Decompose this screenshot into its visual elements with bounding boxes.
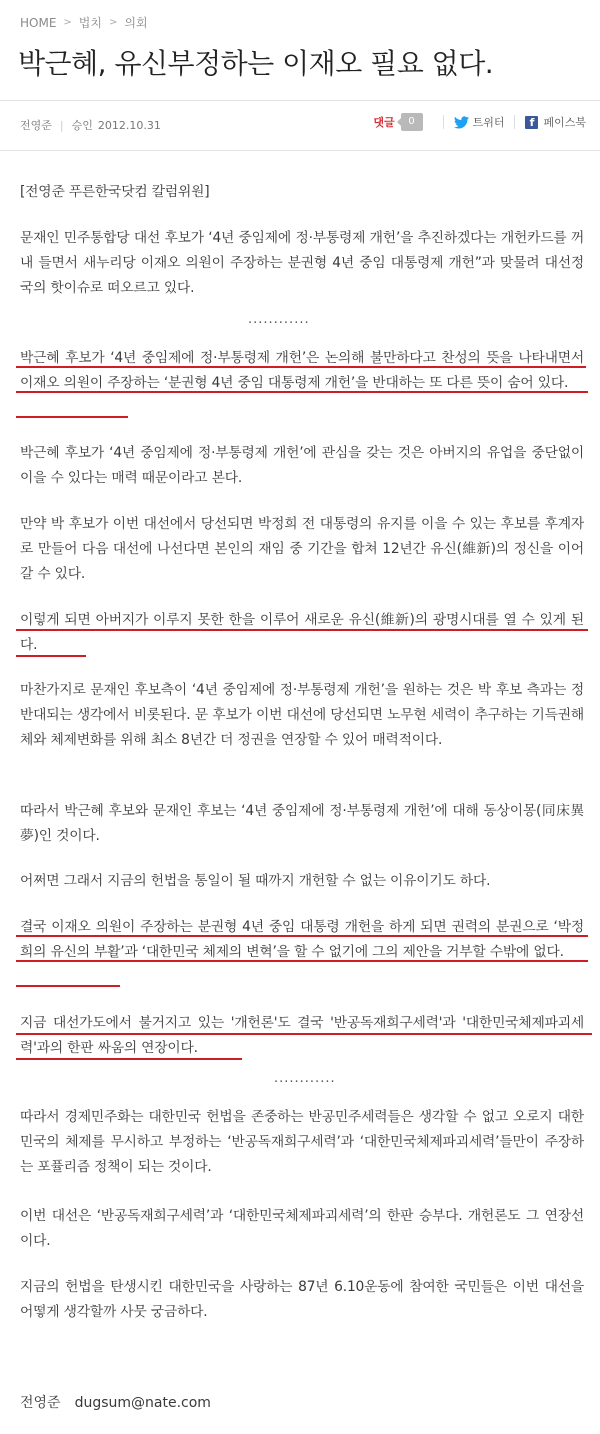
divider bbox=[0, 150, 600, 151]
breadcrumb-section[interactable]: 법치 bbox=[78, 16, 102, 30]
author-name: 전영준 bbox=[20, 119, 52, 132]
chevron-right-icon: > bbox=[63, 17, 72, 28]
facebook-icon: f bbox=[525, 116, 538, 129]
article-headline: 박근혜, 유신부정하는 이재오 필요 없다. bbox=[18, 47, 494, 80]
divider bbox=[443, 115, 444, 129]
highlight-underline bbox=[16, 1058, 242, 1060]
highlight-underline bbox=[16, 935, 588, 937]
article-meta bbox=[20, 117, 161, 133]
paragraph: 만약 박 후보가 이번 대선에서 당선되면 박정희 전 대통령의 유지를 이을 수 있는 후보를 후계자로 만들어 다음 대선에 나선다면 본인의 재임 중 기간을 합쳐 12년간 유신(維新)의 정신을 이어갈 수 있다. bbox=[20, 516, 584, 582]
highlight-underline bbox=[16, 391, 588, 393]
chevron-right-icon: > bbox=[108, 17, 118, 28]
highlight-underline bbox=[16, 960, 588, 962]
paragraph-highlighted: 박근혜 후보가 ‘4년 중임제에 정·부통령제 개헌’은 논의해 불만하다고 찬성의 뜻을 나타내면서 이재오 의원이 주장하는 ‘분권형 4년 중임 대통령제 개헌’을 반대하는 또 다른 뜻이 숨어 있다. bbox=[20, 350, 584, 391]
paragraph: 지금의 헌법을 탄생시킨 대한민국을 사랑하는 87년 6.10운동에 참여한 국민들은 이번 대선을 어떻게 생각할까 사뭇 궁금하다. bbox=[20, 1279, 584, 1320]
paragraph-highlighted: 결국 이재오 의원이 주장하는 분권형 4년 중임 대통령 개헌을 하게 되면 권력의 분권으로 ‘박정희의 유신의 부활’과 ‘대한민국 체제의 변혁’을 할 수 없기에 그의 제안을 거부할 수밖에 없다. bbox=[20, 919, 584, 960]
paragraph-highlighted: 이렇게 되면 아버지가 이루지 못한 한을 이루어 새로운 유신(維新)의 광명시대를 열 수 있게 된다. bbox=[20, 612, 584, 653]
highlight-underline bbox=[16, 1033, 592, 1035]
paragraph: 이번 대선은 ‘반공독재희구세력’과 ‘대한민국체제파괴세력’의 한판 승부다. 개헌론도 그 연장선이다. bbox=[20, 1208, 584, 1249]
paragraph: 마찬가지로 문재인 후보측이 ‘4년 중임제에 정·부통령제 개헌’을 원하는 것은 박 후보 측과는 정반대되는 생각에서 비롯된다. 문 후보가 이번 대선에 당선되면 노무현 세력이 추구하는 기득권해체와 체제변화를 위해 최소 8년간 더 정권을 연장할 수 있어 매력적이다. bbox=[20, 682, 584, 748]
approved-label: 승인 bbox=[71, 119, 93, 132]
twitter-bird-icon bbox=[454, 116, 469, 129]
share-bar bbox=[373, 113, 586, 131]
paragraph: 따라서 박근혜 후보와 문재인 후보는 ‘4년 중임제에 정·부통령제 개헌’에 대해 동상이몽(同床異夢)인 것이다. bbox=[20, 803, 584, 844]
author-email-link[interactable]: dugsum@nate.com bbox=[74, 1395, 211, 1411]
highlight-underline bbox=[16, 655, 86, 657]
highlight-underline bbox=[16, 985, 120, 987]
highlight-underline bbox=[16, 629, 588, 631]
comments-label[interactable]: 댓글 bbox=[373, 116, 395, 129]
divider: | bbox=[59, 118, 64, 132]
signature-name: 전영준 bbox=[20, 1395, 61, 1411]
divider bbox=[514, 115, 515, 129]
breadcrumb-home[interactable]: HOME bbox=[20, 15, 57, 30]
paragraph-highlighted: 지금 대선가도에서 불거지고 있는 '개헌론'도 결국 '반공독재희구세력'과 '대한민국체제파괴세력'과의 한판 싸움의 연장이다. bbox=[20, 1015, 584, 1056]
twitter-share-button[interactable] bbox=[454, 114, 505, 130]
article-byline: [전영준 푸른한국닷컴 칼럼위원] bbox=[20, 184, 210, 200]
paragraph: 문재인 민주통합당 대선 후보가 ‘4년 중임제에 정·부통령제 개헌’을 추진하겠다는 개헌카드를 꺼내 들면서 새누리당 이재오 의원이 주장하는 분권형 4년 중임 대통령제 개헌”과 맞물려 대선정국의 핫이슈로 떠오르고 있다. bbox=[20, 230, 584, 296]
facebook-share-button[interactable] bbox=[525, 114, 586, 130]
highlight-underline bbox=[16, 366, 586, 368]
paragraph: 어쩌면 그래서 지금의 헌법을 통일이 될 때까지 개헌할 수 없는 이유이기도 하다. bbox=[20, 873, 491, 889]
author-signature bbox=[20, 1392, 211, 1412]
section-separator: ............ bbox=[248, 312, 310, 327]
paragraph: 따라서 경제민주화는 대한민국 헌법을 존중하는 반공민주세력들은 생각할 수 없고 오로지 대한민국의 체제를 무시하고 부정하는 ‘반공독재희구세력’과 ‘대한민국체제파괴세력’들만이 주장하는 포퓰리즘 정책이 되는 것이다. bbox=[20, 1109, 584, 1175]
breadcrumb-subsection[interactable]: 의회 bbox=[124, 16, 148, 30]
breadcrumb bbox=[20, 14, 148, 31]
publish-date: 2012.10.31 bbox=[97, 118, 161, 132]
divider bbox=[0, 100, 600, 101]
comments-count-badge[interactable]: 0 bbox=[401, 113, 423, 131]
highlight-underline bbox=[16, 416, 128, 418]
twitter-label: 트위터 bbox=[472, 116, 505, 129]
paragraph: 박근혜 후보가 ‘4년 중임제에 정·부통령제 개헌’에 관심을 갖는 것은 아버지의 유업을 중단없이 이을 수 있다는 매력 때문이라고 본다. bbox=[20, 445, 584, 486]
section-separator: ............ bbox=[274, 1071, 336, 1086]
facebook-label: 페이스북 bbox=[543, 116, 586, 129]
